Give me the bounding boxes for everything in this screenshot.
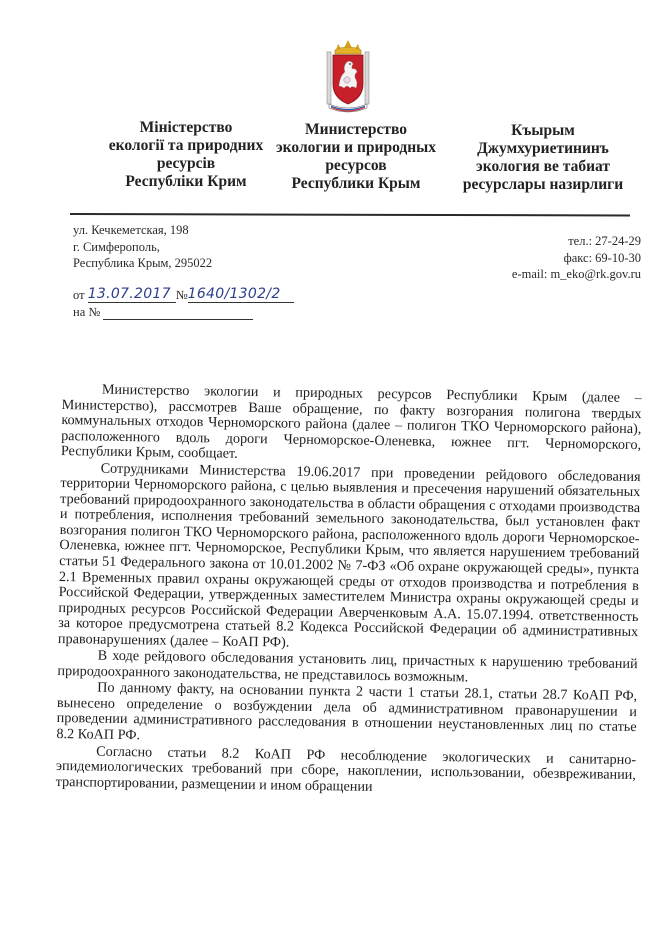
letter-body [56,382,642,799]
ministry-header-crimean-tatar [455,122,631,194]
header-line: ресурслары назирлиги [462,176,624,193]
header-line: Міністерство [139,119,233,136]
ministry-header-ukrainian [96,119,276,191]
header-line: ресурсов [325,157,387,174]
header-line: экологии и природных [275,139,437,156]
contact-details [512,233,641,283]
paragraph: Согласно статьи 8.2 КоАП РФ несоблюдение экологических и санитарно-эпидемиологических требований при сборе, накоплении, использовании, обезвреживании, транспортировании, размещении и ином обращении [55,743,637,795]
header-line: Республики Крым [291,175,421,192]
address-line: ул. Кечкеметская, 198 [73,223,189,237]
header-divider [70,213,630,216]
paragraph: По данному факту, на основании пункта 2 части 1 статьи 28.1, статьи 28.7 КоАП РФ, вынесено определение о возбуждении дела об административном правонарушении и проведении административного расследования в отношении неустановленных лиц по статье 8.2 КоАП РФ. [56,679,638,744]
incoming-number-blank [103,303,253,320]
email: e-mail: m_eko@rk.gov.ru [511,267,641,281]
paragraph: Сотрудниками Министерства 19.06.2017 при проведении рейдового обследования территории Черноморского района, с целью выявления и пресечения нарушений обязательных требований природоохранного законодательства в области обращения с отходами производства и потребления, исполнения требований земельного законодательства, был установлен факт возгорания полигон ТКО Черноморского района, расположенного вдоль дороги Черноморское-Оленевка, южнее пгт. Черноморское, Республики Крым, что является нарушением требований статьи 51 Федерального закона от 10.01.2002 № 7-ФЗ «Об охране окружающей среды», пункта 2.1 Временных правил охраны окружающей среды от отходов производства и потребления в Российской Федерации, утвержденных заместителем Министра охраны окружающей среды и природных ресурсов Российской Федерации Аверченковым А.А. 15.07.1994. ответственность за которое предусмотрена статьей 8.2 Кодекса Российской Федерации об административных правонарушениях (далее – КоАП РФ). [57,460,641,651]
paragraph: В ходе рейдового обследования установить лиц, причастных к нарушению требований природоохранного законодательства, не представилось возможным. [57,647,638,686]
crimea-coat-of-arms-icon [325,38,371,114]
handwritten-date: 13.07.2017 [87,286,171,302]
address-line: г. Симферополь, [73,239,160,254]
header-line: Республіки Крим [125,173,247,190]
outgoing-reference [73,286,294,320]
from-label: от [73,288,85,302]
header-line: ресурсів [156,155,216,172]
incoming-label: на № [73,305,101,319]
postal-address [73,222,212,272]
header-line: Джумхуриетининъ [477,140,609,157]
header-line: екології та природних [108,137,264,154]
header-line: Министерство [305,121,407,138]
fax: факс: 69-10-30 [563,250,641,265]
phone: тел.: 27-24-29 [568,234,641,248]
header-line: Къырым [511,122,575,139]
address-line: Республика Крым, 295022 [73,256,213,270]
handwritten-number: 1640/1302/2 [187,286,281,302]
paragraph: Министерство экологии и природных ресурсов Республики Крым (далее – Министерство), рассмотрев Ваше обращение, по факту возгорания полигона твердых коммунальных отходов Черноморского района (далее – полигон ТКО Черноморского района), расположенного вдоль дороги Черноморское-Оленевка, южнее пгт. Черноморского, Республики Крым, сообщает. [60,381,642,462]
number-label: № [175,288,188,302]
ministry-header-russian [268,121,444,193]
header-line: экология ве табиат [476,158,610,175]
